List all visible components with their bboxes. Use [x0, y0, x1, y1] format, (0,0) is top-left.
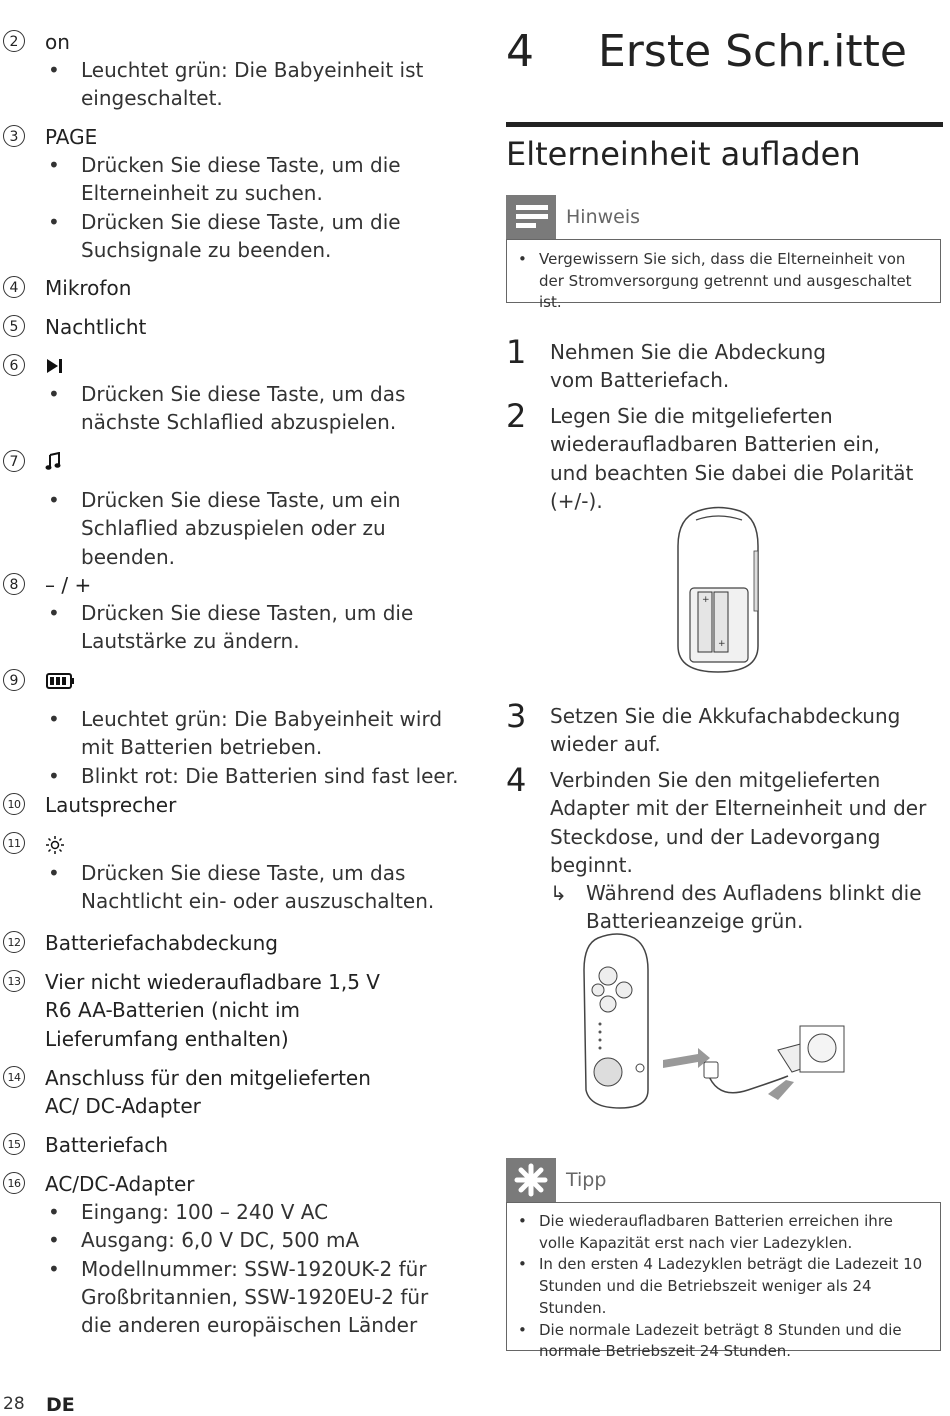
- chapter-number: 4: [506, 26, 534, 77]
- language-code: DE: [46, 1394, 75, 1416]
- battery-compartment-illustration: [668, 506, 768, 676]
- charging-illustration: [578, 930, 848, 1110]
- tip-bullet: • In den ersten 4 Ladezyklen beträgt die Ladezeit 10 Stunden und die Betriebszeit weniger als 24 Stunden.: [507, 1254, 939, 1319]
- music-note-icon: [45, 452, 63, 472]
- bullet: • Drücken Sie diese Tasten, um die Lautstärke zu ändern.: [0, 599, 460, 656]
- chapter-heading: [506, 22, 943, 86]
- result-text: Während des Aufladens blinkt die Batterieanzeige grün.: [586, 881, 922, 934]
- page-number: 28: [3, 1394, 25, 1414]
- chapter-title: Erste Schr.itte: [598, 26, 907, 77]
- result-arrow-icon: ↳: [550, 881, 567, 906]
- item-batteries: [0, 968, 460, 1053]
- item-volume: [0, 571, 460, 656]
- section-title: Elterneinheit aufladen: [506, 135, 861, 173]
- next-track-icon: [45, 356, 65, 376]
- tip-bullet: • Die wiederaufladbaren Batterien erreichen ihre volle Kapazität erst nach vier Ladezyklen.: [507, 1211, 909, 1254]
- tip-icon: [506, 1158, 556, 1202]
- sun-icon: [45, 835, 65, 855]
- item-number: 11: [3, 832, 25, 854]
- item-number: 4: [3, 276, 25, 298]
- item-number: 15: [3, 1133, 25, 1155]
- item-label: – / +: [45, 573, 92, 597]
- bullet: • Drücken Sie diese Taste, um die Elterneinheit zu suchen.: [0, 151, 460, 208]
- note-header: [506, 195, 943, 239]
- bullet: • Eingang: 100 – 240 V AC: [0, 1198, 460, 1226]
- item-lautsprecher: [0, 791, 460, 819]
- step-text: Nehmen Sie die Abdeckung vom Batteriefach.: [550, 340, 826, 393]
- bullet: • Leuchtet grün: Die Babyeinheit wird mit Batterien betrieben.: [0, 705, 460, 762]
- note-bullet: • Vergewissern Sie sich, dass die Elterneinheit von der Stromversorgung getrennt und ausgeschaltet ist.: [507, 249, 919, 314]
- item-number: 9: [3, 669, 25, 691]
- item-label: Batteriefach: [45, 1133, 169, 1157]
- item-number: 7: [3, 450, 25, 472]
- item-label: PAGE: [45, 125, 98, 149]
- step-number: 2: [506, 397, 527, 435]
- note-title: Hinweis: [566, 206, 641, 228]
- item-batteriefachabdeckung: [0, 929, 460, 957]
- step-number: 4: [506, 761, 527, 799]
- step-text: Legen Sie die mitgelieferten wiederaufladbaren Batterien ein, und beachten Sie dabei die Polarität (+/-).: [550, 404, 914, 513]
- bullet: • Leuchtet grün: Die Babyeinheit ist eingeschaltet.: [0, 56, 460, 113]
- bullet: • Modellnummer: SSW-1920UK-2 für Großbritannien, SSW-1920EU-2 für die anderen europäischen Länder: [0, 1255, 441, 1340]
- step-text: Setzen Sie die Akkufachabdeckung wieder auf.: [550, 704, 901, 757]
- bullet: • Drücken Sie diese Taste, um das nächste Schlaflied abzuspielen.: [0, 380, 460, 437]
- tip-header: [506, 1158, 943, 1202]
- step-3: [506, 697, 943, 759]
- item-number: 6: [3, 354, 25, 376]
- item-number: 14: [3, 1066, 25, 1088]
- bullet: • Ausgang: 6,0 V DC, 500 mA: [0, 1226, 460, 1254]
- item-number: 13: [3, 970, 25, 992]
- item-label: Vier nicht wiederaufladbare 1,5 V R6 AA-Batterien (nicht im Lieferumfang enthalten): [45, 970, 380, 1051]
- item-nightlight-button: [0, 830, 460, 916]
- item-label: AC/DC-Adapter: [45, 1172, 195, 1196]
- bullet: • Drücken Sie diese Taste, um die Suchsignale zu beenden.: [0, 208, 460, 265]
- item-number: 16: [3, 1172, 25, 1194]
- item-label: Anschluss für den mitgelieferten AC/ DC-Adapter: [45, 1066, 371, 1119]
- bullet: • Drücken Sie diese Taste, um ein Schlaflied abzuspielen oder zu beenden.: [0, 486, 460, 571]
- item-number: 5: [3, 315, 25, 337]
- step-number: 1: [506, 333, 527, 371]
- item-label: Lautsprecher: [45, 793, 177, 817]
- svg-text:+: +: [718, 639, 726, 649]
- item-next-track: [0, 352, 460, 437]
- item-page: [0, 123, 460, 264]
- item-mikrofon: [0, 274, 460, 302]
- left-column: [0, 0, 470, 1416]
- item-label: on: [45, 30, 70, 54]
- divider: [506, 122, 943, 127]
- step-4: [506, 761, 943, 936]
- item-ac-dc-adapter: [0, 1170, 460, 1339]
- item-number: 10: [3, 793, 25, 815]
- bullet: • Drücken Sie diese Taste, um das Nachtlicht ein- oder auszuschalten.: [0, 859, 460, 916]
- item-number: 2: [3, 30, 25, 52]
- step-2: [506, 397, 943, 515]
- step-1: [506, 333, 943, 395]
- item-music: [0, 448, 460, 571]
- battery-icon: [45, 672, 75, 690]
- item-number: 3: [3, 125, 25, 147]
- step-number: 3: [506, 697, 527, 735]
- bullet: • Blinkt rot: Die Batterien sind fast leer.: [0, 762, 460, 790]
- right-column: [506, 0, 943, 1416]
- item-batteriefach: [0, 1131, 460, 1159]
- item-nachtlicht: [0, 313, 460, 341]
- item-on: [0, 28, 460, 113]
- tip-title: Tipp: [566, 1169, 607, 1191]
- item-label: Nachtlicht: [45, 315, 147, 339]
- step-result: [550, 879, 940, 936]
- item-number: 12: [3, 931, 25, 953]
- item-adapter-socket: [0, 1064, 460, 1121]
- item-number: 8: [3, 573, 25, 595]
- item-label: Batteriefachabdeckung: [45, 931, 278, 955]
- note-icon: [506, 195, 556, 239]
- tip-box: [506, 1202, 941, 1361]
- step-text: Verbinden Sie den mitgelieferten Adapter mit der Elterneinheit und der Steckdose, und der Ladevorgang beginnt.: [550, 768, 927, 877]
- item-label: Mikrofon: [45, 276, 132, 300]
- note-box: [506, 239, 941, 312]
- svg-text:+: +: [702, 595, 710, 605]
- tip-bullet: • Die normale Ladezeit beträgt 8 Stunden und die normale Betriebszeit 24 Stunden.: [507, 1320, 909, 1363]
- item-battery: [0, 667, 460, 790]
